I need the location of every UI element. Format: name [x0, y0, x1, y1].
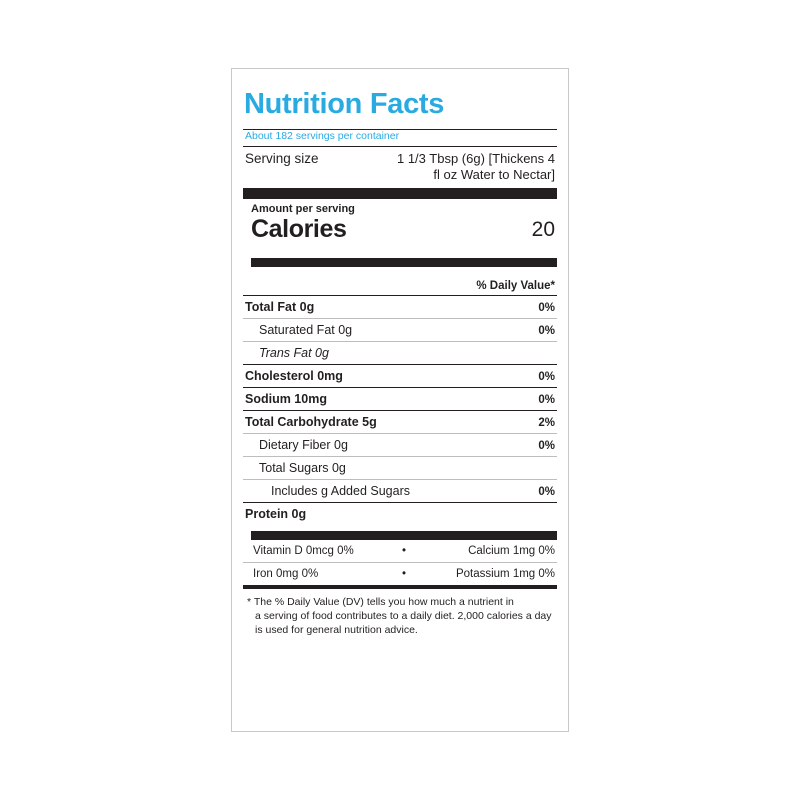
nutrient-pct: 0% [538, 393, 555, 406]
nutrient-name: Cholesterol 0mg [245, 368, 343, 383]
label-content [243, 90, 557, 637]
nutrient-row [243, 433, 557, 456]
nutrient-name: Total Fat 0g [245, 299, 315, 314]
servings-per-container: About 182 servings per container [245, 130, 400, 142]
footnote [243, 585, 557, 638]
spacer-below-thick-rule [243, 267, 557, 277]
nutrient-row [243, 295, 557, 318]
nutrient-pct: 0% [538, 485, 555, 498]
serving-size-label: Serving size [245, 151, 319, 166]
vitamin-left: Vitamin D 0mcg 0% [253, 544, 354, 557]
nutrient-pct: 0% [538, 301, 555, 314]
calories-row [243, 215, 557, 248]
footnote-line-3: is used for general nutrition advice. [255, 623, 418, 636]
serving-size-value-line1: 1 1/3 Tbsp (6g) [Thickens 4 [396, 151, 555, 166]
bullet-separator-icon: • [401, 567, 407, 580]
serving-size-row [243, 147, 557, 188]
bullet-separator-icon: • [401, 544, 407, 557]
nutrition-facts-panel [231, 68, 569, 732]
nutrient-name: Total Sugars 0g [259, 460, 346, 475]
vitamin-right: Calcium 1mg 0% [468, 544, 556, 557]
nutrient-pct: 0% [538, 324, 555, 337]
vitamin-right: Potassium 1mg 0% [455, 567, 556, 580]
nutrient-name: Dietary Fiber 0g [259, 437, 348, 452]
calories-label: Calories [251, 214, 347, 243]
nutrient-name: Includes g Added Sugars [271, 483, 410, 498]
nutrient-name: Total Carbohydrate 5g [245, 414, 377, 429]
calories-value: 20 [531, 217, 555, 241]
nutrient-row [243, 502, 557, 525]
nutrient-row [243, 456, 557, 479]
vitamin-left: Iron 0mg 0% [253, 567, 319, 580]
thick-divider-mid [251, 258, 557, 267]
serving-size-value [397, 151, 555, 184]
footnote-line-1: * The % Daily Value (DV) tells you how much a nutrient in [247, 595, 514, 608]
nutrient-row [243, 410, 557, 433]
thick-divider-top [243, 188, 557, 199]
panel-inner [237, 74, 563, 726]
daily-value-header: % Daily Value* [476, 279, 555, 292]
serving-size-value-line2: fl oz Water to Nectar] [433, 167, 555, 183]
nutrient-name: Protein 0g [245, 506, 307, 521]
vitamin-row [243, 540, 557, 562]
nutrient-pct: 2% [538, 416, 555, 429]
nutrient-row [243, 341, 557, 364]
nutrient-row [243, 364, 557, 387]
vitamins-section [243, 540, 557, 585]
nutrient-row [243, 318, 557, 341]
nutrient-pct: 0% [538, 370, 555, 383]
nutrient-row [243, 479, 557, 502]
page-title: Nutrition Facts [244, 88, 445, 120]
nutrient-name: Saturated Fat 0g [259, 322, 353, 337]
nutrient-pct: 0% [538, 439, 555, 452]
vitamin-row [243, 562, 557, 585]
nutrient-name: Sodium 10mg [245, 391, 327, 406]
nutrient-name: Trans Fat 0g [259, 345, 329, 360]
spacer-above-thick-rule [243, 248, 557, 258]
nutrient-row [243, 387, 557, 410]
footnote-line-2: a serving of food contributes to a daily diet. 2,000 calories a day [255, 609, 552, 622]
thick-divider-vitamins [251, 531, 557, 540]
amount-per-serving-label: Amount per serving [251, 202, 355, 215]
